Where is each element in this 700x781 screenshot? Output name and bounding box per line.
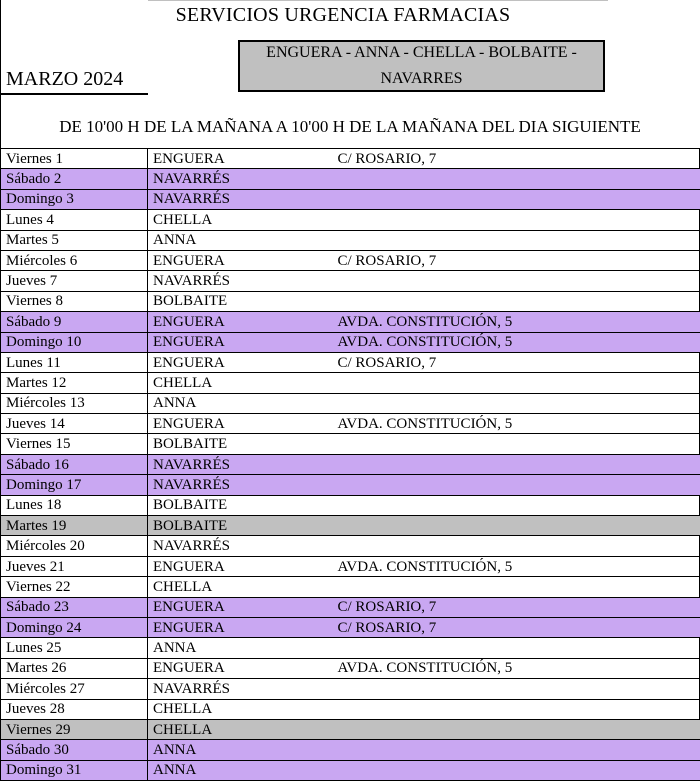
address-cell: AVDA. CONSTITUCIÓN, 5 [333, 658, 700, 678]
town-cell: CHELLA [148, 373, 333, 393]
table-row [1, 516, 700, 536]
town-cell: CHELLA [148, 699, 333, 719]
address-cell [333, 434, 700, 454]
day-cell: Sábado 23 [1, 597, 148, 617]
day-cell: Sábado 2 [1, 169, 148, 189]
day-cell: Miércoles 6 [1, 250, 148, 270]
table-row [1, 536, 700, 556]
day-cell: Domingo 17 [1, 475, 148, 495]
town-cell: ANNA [148, 760, 333, 780]
address-cell [333, 210, 700, 230]
address-cell: C/ ROSARIO, 7 [333, 597, 700, 617]
day-cell: Viernes 29 [1, 719, 148, 739]
table-row [1, 169, 700, 189]
address-cell [333, 679, 700, 699]
day-cell: Miércoles 13 [1, 393, 148, 413]
day-cell: Viernes 15 [1, 434, 148, 454]
day-cell: Viernes 1 [1, 149, 148, 169]
table-row [1, 658, 700, 678]
table-row [1, 210, 700, 230]
town-cell: ANNA [148, 230, 333, 250]
town-cell: ENGUERA [148, 414, 333, 434]
address-cell [333, 373, 700, 393]
town-cell: BOLBAITE [148, 516, 333, 536]
town-cell: ANNA [148, 393, 333, 413]
town-cell: ENGUERA [148, 332, 333, 352]
table-row [1, 332, 700, 352]
day-cell: Viernes 8 [1, 291, 148, 311]
title-top-rule [148, 0, 608, 1]
address-cell [333, 475, 700, 495]
table-row [1, 271, 700, 291]
day-cell: Lunes 4 [1, 210, 148, 230]
table-row [1, 556, 700, 576]
day-cell: Jueves 14 [1, 414, 148, 434]
table-row [1, 638, 700, 658]
table-row [1, 414, 700, 434]
town-cell: NAVARRÉS [148, 169, 333, 189]
address-cell [333, 699, 700, 719]
address-cell: AVDA. CONSTITUCIÓN, 5 [333, 312, 700, 332]
day-cell: Sábado 9 [1, 312, 148, 332]
table-row [1, 352, 700, 372]
town-cell: NAVARRÉS [148, 475, 333, 495]
town-cell: CHELLA [148, 210, 333, 230]
town-cell: NAVARRÉS [148, 454, 333, 474]
address-cell [333, 169, 700, 189]
town-cell: ANNA [148, 740, 333, 760]
day-cell: Martes 5 [1, 230, 148, 250]
table-row [1, 230, 700, 250]
address-cell [333, 740, 700, 760]
town-cell: ENGUERA [148, 352, 333, 372]
address-cell [333, 291, 700, 311]
duty-schedule-table [0, 148, 700, 781]
day-cell: Miércoles 20 [1, 536, 148, 556]
address-cell [333, 454, 700, 474]
town-cell: ENGUERA [148, 312, 333, 332]
town-cell: CHELLA [148, 719, 333, 739]
table-row [1, 679, 700, 699]
table-row [1, 597, 700, 617]
day-cell: Lunes 25 [1, 638, 148, 658]
town-cell: BOLBAITE [148, 434, 333, 454]
town-cell: NAVARRÉS [148, 536, 333, 556]
table-row [1, 495, 700, 515]
town-cell: BOLBAITE [148, 291, 333, 311]
town-cell: NAVARRÉS [148, 189, 333, 209]
day-cell: Jueves 28 [1, 699, 148, 719]
table-row [1, 617, 700, 637]
address-cell: AVDA. CONSTITUCIÓN, 5 [333, 332, 700, 352]
address-cell: C/ ROSARIO, 7 [333, 250, 700, 270]
town-cell: BOLBAITE [148, 495, 333, 515]
day-cell: Domingo 3 [1, 189, 148, 209]
town-cell: NAVARRÉS [148, 679, 333, 699]
day-cell: Domingo 10 [1, 332, 148, 352]
schedule-note: DE 10'00 H DE LA MAÑANA A 10'00 H DE LA MAÑANA DEL DIA SIGUIENTE [0, 117, 700, 137]
day-cell: Martes 12 [1, 373, 148, 393]
town-cell: CHELLA [148, 577, 333, 597]
month-underline [0, 93, 148, 95]
address-cell [333, 577, 700, 597]
address-cell [333, 495, 700, 515]
table-row [1, 189, 700, 209]
day-cell: Sábado 30 [1, 740, 148, 760]
document-title: SERVICIOS URGENCIA FARMACIAS [148, 4, 538, 27]
day-cell: Domingo 24 [1, 617, 148, 637]
table-row [1, 719, 700, 739]
day-cell: Lunes 11 [1, 352, 148, 372]
day-cell: Lunes 18 [1, 495, 148, 515]
address-cell [333, 719, 700, 739]
address-cell [333, 638, 700, 658]
town-cell: ENGUERA [148, 556, 333, 576]
table-row [1, 434, 700, 454]
town-cell: ANNA [148, 638, 333, 658]
table-row [1, 291, 700, 311]
day-cell: Sábado 16 [1, 454, 148, 474]
address-cell: C/ ROSARIO, 7 [333, 617, 700, 637]
towns-banner: ENGUERA - ANNA - CHELLA - BOLBAITE - NAVARRES [238, 40, 605, 92]
schedule-rows [1, 149, 700, 781]
table-row [1, 699, 700, 719]
address-cell: AVDA. CONSTITUCIÓN, 5 [333, 556, 700, 576]
day-cell: Jueves 21 [1, 556, 148, 576]
table-row [1, 250, 700, 270]
day-cell: Viernes 22 [1, 577, 148, 597]
table-row [1, 740, 700, 760]
address-cell [333, 393, 700, 413]
day-cell: Jueves 7 [1, 271, 148, 291]
address-cell [333, 189, 700, 209]
table-row [1, 393, 700, 413]
table-row [1, 312, 700, 332]
address-cell: AVDA. CONSTITUCIÓN, 5 [333, 414, 700, 434]
table-row [1, 577, 700, 597]
address-cell [333, 516, 700, 536]
town-cell: ENGUERA [148, 597, 333, 617]
day-cell: Miércoles 27 [1, 679, 148, 699]
table-row [1, 373, 700, 393]
day-cell: Domingo 31 [1, 760, 148, 780]
address-cell: C/ ROSARIO, 7 [333, 149, 700, 169]
town-cell: ENGUERA [148, 617, 333, 637]
month-label: MARZO 2024 [6, 68, 123, 91]
day-cell: Martes 19 [1, 516, 148, 536]
table-row [1, 454, 700, 474]
town-cell: ENGUERA [148, 149, 333, 169]
address-cell [333, 536, 700, 556]
table-row [1, 149, 700, 169]
address-cell [333, 271, 700, 291]
town-cell: NAVARRÉS [148, 271, 333, 291]
day-cell: Martes 26 [1, 658, 148, 678]
address-cell [333, 230, 700, 250]
address-cell: C/ ROSARIO, 7 [333, 352, 700, 372]
town-cell: ENGUERA [148, 250, 333, 270]
table-row [1, 475, 700, 495]
town-cell: ENGUERA [148, 658, 333, 678]
